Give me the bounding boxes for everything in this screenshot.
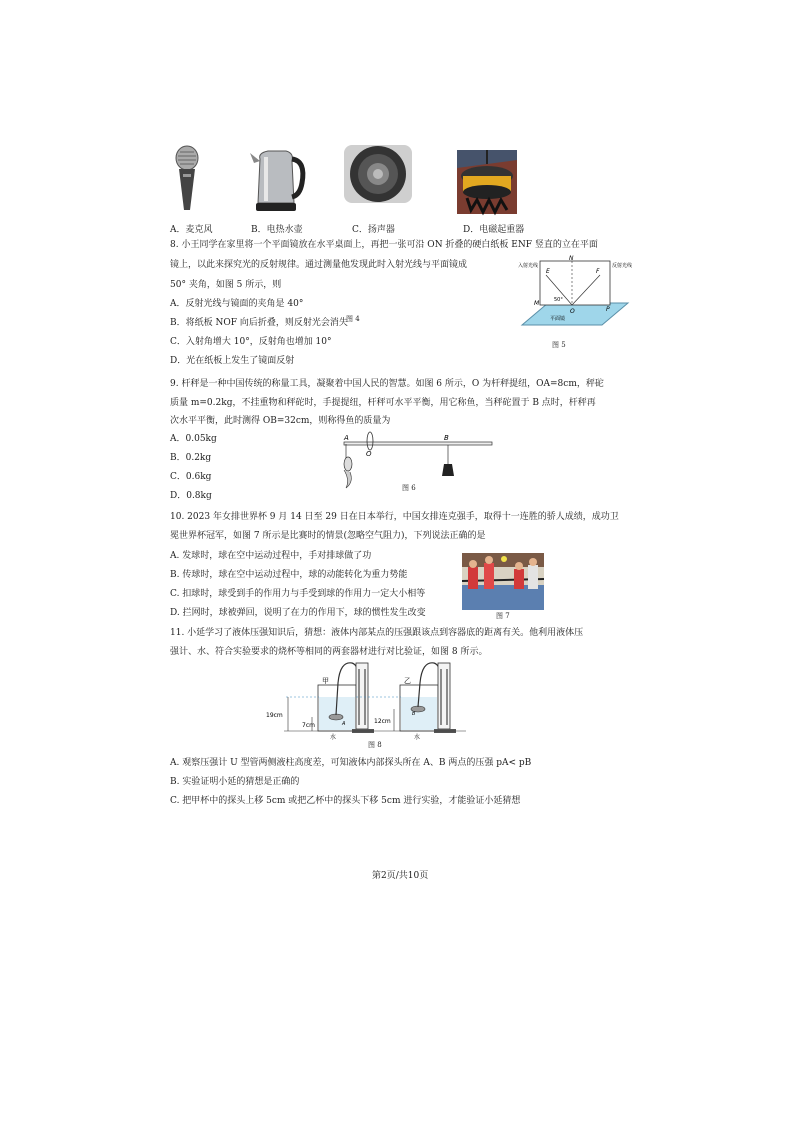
q8-stem-line1: 8. 小王同学在家里将一个平面镜放在水平桌面上，再把一张可沿 ON 折叠的硬白纸板 ENF 竖直的立在平面 xyxy=(170,240,598,250)
option-text: 扬声器 xyxy=(367,225,395,235)
figure-8-caption: 图 8 xyxy=(368,741,382,749)
q7-option-d[interactable] xyxy=(463,222,524,235)
point-a-label: A xyxy=(342,721,346,727)
q9-option-a[interactable]: A．0.05kg xyxy=(170,434,217,444)
point-o: O xyxy=(570,308,575,315)
height-12cm-label: 12cm xyxy=(374,718,391,725)
q11-option-b[interactable]: B. 实验证明小延的猜想是正确的 xyxy=(170,777,300,787)
q10-stem-line1: 10. 2023 年女排世界杯 9 月 14 日至 29 日在日本举行，中国女排连克强手，取得十一连胜的骄人成绩，成功卫 xyxy=(170,512,619,522)
point-a: A xyxy=(344,434,349,442)
q9-stem-line3: 次水平平衡，此时测得 OB=32cm，则称得鱼的质量为 xyxy=(170,416,391,426)
q8-option-c[interactable]: C．入射角增大 10°，反射角也增加 10° xyxy=(170,337,332,347)
crane-picture xyxy=(457,150,517,214)
q7-option-c[interactable] xyxy=(352,222,395,235)
q10-stem-line2: 冕世界杯冠军，如图 7 所示是比赛时的情景(忽略空气阻力)，下列说法正确的是 xyxy=(170,531,486,541)
option-letter: D． xyxy=(463,225,480,235)
electromagnetic-crane-icon xyxy=(457,150,517,214)
q9-option-b[interactable]: B．0.2kg xyxy=(170,453,212,463)
option-letter: A． xyxy=(170,225,186,235)
speaker-picture xyxy=(342,143,414,205)
point-b-label: B xyxy=(412,711,416,717)
q11-option-c[interactable]: C. 把甲杯中的探头上移 5cm 或把乙杯中的探头下移 5cm 进行实验，才能验证小延猜想 xyxy=(170,796,521,806)
angle-label: 50° xyxy=(554,297,563,303)
point-m: M xyxy=(534,300,540,307)
reflect-label: 反射光线 xyxy=(612,263,633,269)
figure-6-caption: 图 6 xyxy=(402,484,416,492)
q7-option-a[interactable] xyxy=(170,222,213,235)
q8-stem-line2: 镜上，以此来探究光的反射规律。通过测量他发现此时入射光线与平面镜成 xyxy=(170,260,468,270)
option-letter: B． xyxy=(251,225,267,235)
loudspeaker-icon xyxy=(342,143,414,205)
height-7cm-label: 7cm xyxy=(302,722,315,729)
q11-option-a[interactable]: A. 观察压强计 U 型管两侧液柱高度差，可知液体内部探头所在 A、B 两点的压强 pA< pB xyxy=(170,758,532,768)
page-number: 第2页/共10页 xyxy=(372,871,429,881)
incident-label: 入射光线 xyxy=(518,263,539,269)
option-letter: C． xyxy=(352,225,368,235)
q9-option-c[interactable]: C．0.6kg xyxy=(170,472,212,482)
stray-figure-label: 图 4 xyxy=(346,315,360,323)
electric-kettle-icon xyxy=(246,143,308,215)
point-o: O xyxy=(366,450,372,458)
q8-option-a[interactable]: A．反射光线与镜面的夹角是 40° xyxy=(170,299,304,309)
figure-8-pressure-gauge-diagram xyxy=(266,655,482,739)
figure-5-mirror-diagram xyxy=(518,255,633,327)
height-19cm-label: 19cm xyxy=(266,712,283,719)
q8-option-b[interactable]: B．将纸板 NOF 向后折叠，则反射光会消失 xyxy=(170,318,348,328)
beaker-jia-label: 甲 xyxy=(322,677,329,685)
q10-option-a[interactable]: A. 发球时，球在空中运动过程中，手对排球做了功 xyxy=(170,551,372,561)
microphone-icon xyxy=(172,144,202,214)
q10-option-b[interactable]: B. 传球时，球在空中运动过程中，球的动能转化为重力势能 xyxy=(170,570,408,580)
q11-stem-line1: 11. 小延学习了液体压强知识后，猜想：液体内部某点的压强跟该点到容器底的距离有关。他利用液体压 xyxy=(170,628,584,638)
point-f: F xyxy=(596,268,600,275)
figure-5-caption: 图 5 xyxy=(552,341,566,349)
q9-stem-line1: 9. 杆秤是一种中国传统的称量工具，凝聚着中国人民的智慧。如图 6 所示，O 为杆秤提纽，OA=8cm，秤砣 xyxy=(170,379,604,389)
q8-option-d[interactable]: D．光在纸板上发生了镜面反射 xyxy=(170,356,295,366)
q9-option-d[interactable]: D．0.8kg xyxy=(170,491,212,501)
microphone-picture xyxy=(172,144,202,214)
q7-option-b[interactable] xyxy=(251,222,303,235)
kettle-picture xyxy=(246,143,308,215)
point-b: B xyxy=(444,434,449,442)
q9-stem-line2: 质量 m=0.2kg，不挂重物和秤砣时，手提提纽，杆秤可水平平衡，用它称鱼，当秤砣置于 B 点时，杆秤再 xyxy=(170,398,596,408)
volleyball-match-icon xyxy=(462,553,544,610)
mirror-label: 平面镜 xyxy=(550,316,566,322)
volleyball-photo xyxy=(462,553,544,610)
point-p: P xyxy=(606,306,610,313)
q11-stem-line2: 强计、水、符合实验要求的烧杯等相同的两套器材进行对比验证，如图 8 所示。 xyxy=(170,647,488,657)
point-e: E xyxy=(546,268,550,275)
beaker-yi-label: 乙 xyxy=(404,677,411,685)
option-text: 电磁起重器 xyxy=(479,225,525,235)
q10-option-d[interactable]: D. 拦网时，球被弹回，说明了在力的作用下，球的惯性发生改变 xyxy=(170,608,426,618)
water-label-left: 水 xyxy=(330,734,337,741)
q10-option-c[interactable]: C. 扣球时，球受到手的作用力与手受到球的作用力一定大小相等 xyxy=(170,589,426,599)
option-text: 麦克风 xyxy=(185,225,213,235)
option-text: 电热水壶 xyxy=(266,225,303,235)
water-label-right: 水 xyxy=(414,734,421,741)
point-n: N xyxy=(569,255,574,262)
figure-7-caption: 图 7 xyxy=(496,612,510,620)
q8-stem-line3: 50° 夹角，如图 5 所示，则 xyxy=(170,280,282,290)
